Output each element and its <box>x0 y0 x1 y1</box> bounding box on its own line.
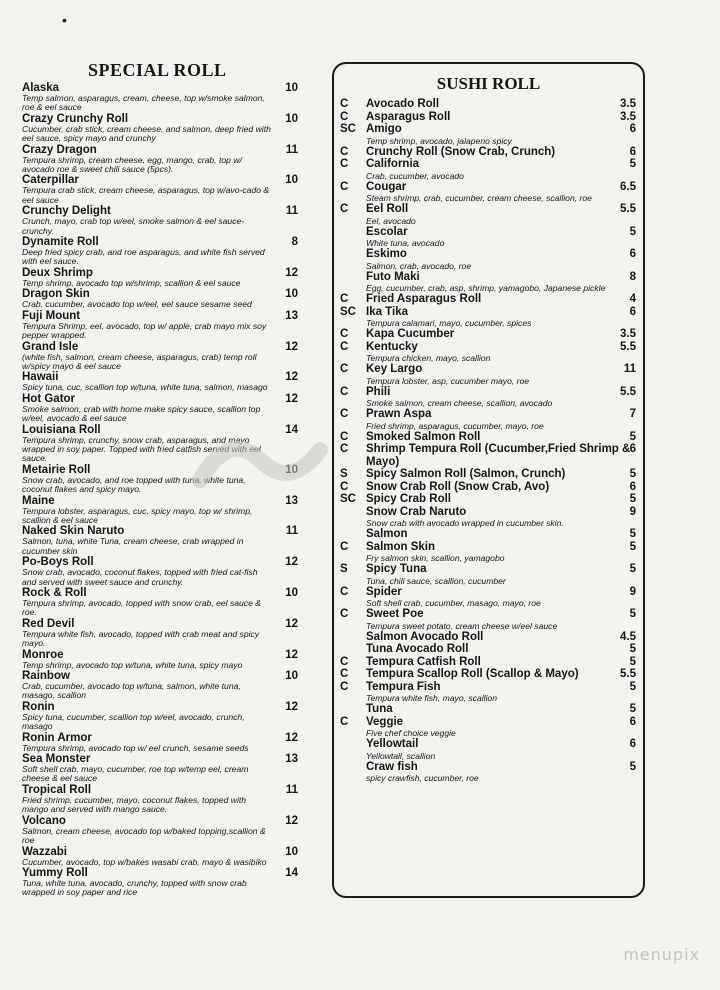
item-description: Eel, avocado <box>366 215 416 226</box>
item-description: Tempura crab stick, cream cheese, asparagus, top w/avo-cado & eel sauce <box>22 185 270 205</box>
item-price: 6.5 <box>620 180 636 193</box>
item-code: C <box>340 608 349 620</box>
item-code: SC <box>340 493 356 505</box>
item-name: Tropical Roll <box>22 783 92 796</box>
item-price: 5 <box>629 760 636 773</box>
sushi-roll-item <box>334 306 643 329</box>
item-name: Dynamite Roll <box>22 236 99 249</box>
item-description: Tempura chicken, mayo, scallion <box>366 353 491 363</box>
item-name: Craw fish <box>366 760 418 773</box>
item-price: 6 <box>629 715 636 728</box>
item-price: 5 <box>629 680 636 693</box>
sushi-roll-item <box>334 761 643 784</box>
item-description: Temp shrimp, avocado top w/tuna, white tuna, spicy mayo <box>22 659 243 670</box>
item-code: S <box>340 468 348 480</box>
item-description: (white fish, salmon, cream cheese, asparagus, crab) temp roll w/spicy mayo & eel sauce <box>22 351 257 371</box>
item-description: Temp shrimp, avocado, jalapeno spicy <box>366 135 512 146</box>
item-code: C <box>340 110 349 123</box>
special-roll-item <box>22 113 298 144</box>
item-name: Wazzabi <box>22 845 67 858</box>
sushi-roll-item <box>334 146 643 159</box>
item-name: Yellowtail <box>366 738 419 750</box>
item-price: 5 <box>629 608 636 620</box>
item-description: Smoke salmon, cream cheese, scallion, avocado <box>366 398 553 408</box>
item-price: 12 <box>285 392 298 405</box>
item-name: Dragon Skin <box>22 288 90 301</box>
item-price: 5.5 <box>620 668 636 680</box>
item-price: 11 <box>285 783 298 796</box>
sushi-roll-item <box>334 98 643 111</box>
item-code: C <box>340 340 349 353</box>
item-description: Crunch, mayo, crab top w/eel, smoke salmon & eel sauce-crunchy. <box>22 216 245 236</box>
item-name: Crunchy Roll (Snow Crab, Crunch) <box>366 145 556 158</box>
special-roll-item <box>22 393 298 424</box>
special-roll-item <box>22 288 298 309</box>
item-description: Snow crab, avocado, and roe topped with tuna, white tuna, coconut flakes and spicy mayo. <box>22 474 246 495</box>
item-name: Monroe <box>22 648 64 661</box>
sushi-roll-item <box>334 528 643 541</box>
sushi-roll-item <box>334 443 643 468</box>
item-price: 5 <box>629 468 636 480</box>
item-price: 9 <box>629 505 636 518</box>
item-price: 3.5 <box>620 98 636 110</box>
sushi-roll-item <box>334 563 643 586</box>
item-price: 10 <box>285 463 298 476</box>
item-price: 6 <box>629 123 636 135</box>
item-price: 14 <box>285 866 298 879</box>
item-description: Deep fried spicy crab, and roe asparagus, and white fish served with eel sauce. <box>22 247 265 267</box>
item-name: Tempura Fish <box>366 680 441 693</box>
special-roll-item <box>22 371 298 392</box>
item-price: 14 <box>285 423 298 436</box>
item-description: Crab, cucumber, avocado top w/tuna, salmon, white tuna, masago, scallion <box>22 681 241 701</box>
item-price: 12 <box>285 814 298 827</box>
sushi-roll-item <box>334 631 643 644</box>
item-description: Steam shrimp, crab, cucumber, cream cheese, scallion, roe <box>366 193 592 203</box>
item-price: 11 <box>285 525 298 538</box>
sushi-roll-item <box>334 203 643 226</box>
item-price: 12 <box>285 731 298 744</box>
item-price: 8 <box>629 270 636 283</box>
item-name: Grand Isle <box>22 340 79 353</box>
special-roll-item <box>22 310 298 341</box>
sushi-roll-item <box>334 703 643 716</box>
item-name: Escolar <box>366 225 408 238</box>
item-price: 13 <box>285 309 298 322</box>
item-code: C <box>340 430 349 443</box>
special-roll-item <box>22 267 298 288</box>
item-description: Spicy tuna, cucumber, scallion top w/eel, avocado, crunch, masago <box>22 711 245 732</box>
item-name: Rainbow <box>22 670 70 683</box>
item-price: 11 <box>623 363 636 375</box>
item-name: Volcano <box>22 814 66 827</box>
item-price: 5 <box>629 655 636 668</box>
item-description: Salmon, cream cheese, avocado top w/baked topping,scallion & roe <box>22 825 266 846</box>
item-price: 5.5 <box>620 340 636 353</box>
item-price: 10 <box>285 174 298 187</box>
item-description: Smoke salmon, crab with home make spicy sauce, scallion top w/eel, avocado & eel sauce <box>22 403 261 424</box>
item-description: Crab, cucumber, avocado top w/eel, eel sauce sesame seed <box>22 299 252 310</box>
special-roll-item <box>22 784 298 815</box>
item-name: Deux Shrimp <box>22 266 93 279</box>
sushi-roll-item <box>334 226 643 249</box>
item-name: Smoked Salmon Roll <box>366 430 481 443</box>
sushi-roll-item <box>334 481 643 494</box>
item-description: spicy crawfish, cucumber, roe <box>366 773 479 783</box>
item-name: Hot Gator <box>22 392 76 405</box>
item-price: 10 <box>285 112 298 125</box>
sushi-roll-item <box>334 506 643 529</box>
item-price: 8 <box>291 236 298 249</box>
item-description: Snow crab, avocado, coconut flakes, topped with fried cat-fish and served with sweet sauce and crunchy. <box>22 567 258 587</box>
item-description: Tempura white fish, mayo, scallion <box>366 693 498 703</box>
item-name: Snow Crab Naruto <box>366 505 467 518</box>
item-description: Cucumber, avocado, top w/bakes wasabi crab, mayo & wasibiko <box>22 856 267 867</box>
special-roll-title: SPECIAL ROLL <box>88 60 227 80</box>
sushi-roll-section <box>332 62 645 898</box>
item-name: Spicy Salmon Roll (Salmon, Crunch) <box>366 468 566 480</box>
sushi-roll-item <box>334 271 643 294</box>
item-price: 5.5 <box>620 385 636 398</box>
item-code: C <box>340 203 349 215</box>
item-name: Tuna Avocado Roll <box>366 643 469 655</box>
item-name: Alaska <box>22 82 60 94</box>
item-name: Maine <box>22 494 55 507</box>
item-name: Futo Maki <box>366 270 420 283</box>
item-description: Spicy tuna, cuc, scallion top w/tuna, white tuna, salmon, masago <box>22 382 268 393</box>
item-name: Red Devil <box>22 617 75 630</box>
item-code: C <box>340 540 349 553</box>
item-description: Salmon, crab, avocado, roe <box>366 260 472 271</box>
item-price: 5 <box>629 540 636 553</box>
item-price: 6 <box>629 145 636 158</box>
item-price: 3.5 <box>620 328 636 340</box>
item-price: 6 <box>629 305 636 318</box>
item-name: Asparagus Roll <box>366 110 451 123</box>
item-code: C <box>340 408 349 420</box>
sushi-roll-item <box>334 541 643 564</box>
item-name: Shrimp Tempura Roll (Cucumber,Fried Shrimp & Mayo) <box>366 443 631 468</box>
special-roll-item <box>22 649 298 670</box>
item-price: 12 <box>285 266 298 279</box>
sushi-roll-item <box>334 716 643 739</box>
item-price: 5 <box>629 703 636 715</box>
dot-mark: • <box>62 12 67 28</box>
special-roll-item <box>22 618 298 649</box>
item-description: Temp salmon, asparagus, cream, cheese, top w/smoke salmon, roe & eel sauce <box>22 93 265 113</box>
item-name: Spicy Crab Roll <box>366 493 451 505</box>
item-description: Tuna, white tuna, avocado, crunchy, topped with snow crab wrapped in soy paper and rice <box>22 877 247 898</box>
item-price: 5 <box>629 158 636 170</box>
item-price: 5.5 <box>620 203 636 215</box>
item-price: 4.5 <box>620 630 636 643</box>
item-name: Eel Roll <box>366 203 409 215</box>
item-name: Hawaii <box>22 371 59 384</box>
special-roll-item <box>22 236 298 267</box>
item-name: Sweet Poe <box>366 608 424 620</box>
item-description: Yellowtail, scallion <box>366 750 436 761</box>
item-description: Tempura shrimp, avocado, topped with snow crab, eel sauce & roe. <box>22 598 262 618</box>
sushi-roll-item <box>334 158 643 181</box>
sushi-roll-item <box>334 293 643 306</box>
item-name: Fried Asparagus Roll <box>366 293 482 305</box>
item-name: Po-Boys Roll <box>22 556 94 569</box>
item-price: 10 <box>285 587 298 599</box>
item-price: 12 <box>285 371 298 384</box>
item-price: 12 <box>285 340 298 353</box>
item-code: C <box>340 443 349 455</box>
item-name: Kentucky <box>366 340 418 353</box>
item-name: Crazy Crunchy Roll <box>22 112 129 125</box>
item-description: Egg, cucumber, crab, asp, shrimp, yamagobo, Japanese pickle <box>366 283 606 293</box>
item-name: Fuji Mount <box>22 309 81 322</box>
item-name: Ronin Armor <box>22 731 92 744</box>
special-roll-item <box>22 670 298 701</box>
item-price: 12 <box>285 556 298 569</box>
item-name: Key Largo <box>366 363 423 375</box>
special-roll-item <box>22 815 298 846</box>
sushi-roll-item <box>334 493 643 506</box>
sushi-roll-item <box>334 386 643 409</box>
item-code: C <box>340 328 349 340</box>
item-price: 10 <box>285 82 298 94</box>
item-description: Cucumber, crab stick, cream cheese, and salmon, deep fried with eel sauce, spicy mayo and crunchy <box>22 123 271 144</box>
item-code: C <box>340 158 349 170</box>
sushi-roll-item <box>334 656 643 669</box>
item-price: 3.5 <box>620 110 636 123</box>
sushi-roll-title: SUSHI ROLL <box>436 74 541 93</box>
item-price: 13 <box>285 753 298 766</box>
item-price: 13 <box>285 494 298 507</box>
item-price: 12 <box>285 648 298 661</box>
item-description: Tempura sweet potato, cream cheese w/eel sauce <box>366 620 558 631</box>
item-name: Rock & Roll <box>22 587 87 599</box>
item-code: C <box>340 98 349 110</box>
special-roll-item <box>22 846 298 867</box>
sushi-roll-item <box>334 643 643 656</box>
sushi-roll-item <box>334 681 643 704</box>
item-name: Crunchy Delight <box>22 205 111 218</box>
special-roll-item <box>22 82 298 113</box>
sushi-roll-item <box>334 431 643 444</box>
brush-stroke-graphic <box>190 420 330 510</box>
sushi-roll-item <box>334 668 643 681</box>
item-name: Louisiana Roll <box>22 423 101 436</box>
item-name: Yummy Roll <box>22 866 88 879</box>
item-name: Snow Crab Roll (Snow Crab, Avo) <box>366 480 550 493</box>
item-description: Snow crab with avocado wrapped in cucumber skin. <box>366 518 564 528</box>
item-name: Salmon <box>366 528 408 540</box>
item-name: Eskimo <box>366 248 407 260</box>
item-name: Salmon Skin <box>366 540 436 553</box>
item-description: Fried shrimp, asparagus, cucumber, mayo, roe <box>366 420 544 431</box>
item-price: 5 <box>629 563 636 575</box>
item-description: Tempura shrimp, avocado top w/ eel crunch, sesame seeds <box>22 742 249 753</box>
sushi-roll-item <box>334 608 643 631</box>
item-price: 10 <box>285 670 298 683</box>
item-name: Sea Monster <box>22 753 91 766</box>
item-name: Ika Tika <box>366 305 408 318</box>
item-code: C <box>340 293 349 305</box>
special-roll-item <box>22 753 298 784</box>
item-description: Salmon, tuna, white Tuna, cream cheese, crab wrapped in cucumber skin <box>22 536 244 556</box>
item-name: Spider <box>366 585 402 598</box>
item-code: C <box>340 655 349 668</box>
item-code: S <box>340 563 348 575</box>
item-name: Kapa Cucumber <box>366 328 455 340</box>
item-code: C <box>340 585 349 598</box>
item-description: Fry salmon skin, scallion, yamagobo <box>366 553 505 563</box>
item-name: Phili <box>366 385 391 398</box>
item-price: 10 <box>285 288 298 301</box>
special-roll-item <box>22 867 298 898</box>
item-name: Cougar <box>366 180 407 193</box>
item-description: Soft shell crab, mayo, cucumber, roe top w/temp eel, cream cheese & eel sauce <box>22 764 249 784</box>
item-description: Tempura lobster, asparagus, cuc, spicy mayo, top w/ shrimp, scallion & eel sauce <box>22 505 253 525</box>
item-price: 4 <box>629 293 636 305</box>
item-code: C <box>340 363 349 375</box>
item-price: 10 <box>285 845 298 858</box>
watermark: menupix <box>623 945 700 964</box>
sushi-roll-item <box>334 111 643 124</box>
sushi-roll-list <box>334 98 643 783</box>
item-code: C <box>340 715 349 728</box>
item-description: Tempura shrimp, crunchy, snow crab, asparagus, and mayo wrapped in soy paper. Topped with fried catfish served with eel sauce. <box>22 434 261 464</box>
item-description: Soft shell crab, cucumber, masago, mayo, roe <box>366 598 541 608</box>
item-code: SC <box>340 305 356 318</box>
item-name: Tempura Catfish Roll <box>366 655 481 668</box>
item-price: 5 <box>629 528 636 540</box>
item-name: Naked Skin Naruto <box>22 525 125 538</box>
item-price: 6 <box>629 738 636 750</box>
item-description: Tempura white fish, avocado, topped with crab meat and spicy mayo. <box>22 628 260 649</box>
item-price: 12 <box>285 617 298 630</box>
item-name: Ronin <box>22 700 55 713</box>
item-description: White tuna, avocado <box>366 238 445 248</box>
item-name: Spicy Tuna <box>366 563 427 575</box>
item-description: Tempura shrimp, cream cheese, egg, mango, crab, top w/ avocado roe & sweet chili sauce (5pcs). <box>22 154 242 175</box>
item-price: 5 <box>629 225 636 238</box>
item-price: 5 <box>629 430 636 443</box>
special-roll-item <box>22 144 298 175</box>
special-roll-item <box>22 205 298 236</box>
item-description: Tuna, chili sauce, scallion, cucumber <box>366 575 506 586</box>
sushi-roll-item <box>334 181 643 204</box>
item-code: C <box>340 668 349 680</box>
item-description: Five chef choice veggie <box>366 728 456 738</box>
item-code: C <box>340 480 349 493</box>
item-code: C <box>340 180 349 193</box>
item-description: Tempura calamari, mayo, cucumber, spices <box>366 318 532 328</box>
special-roll-item <box>22 701 298 732</box>
sushi-roll-item <box>334 341 643 364</box>
special-roll-item <box>22 525 298 556</box>
sushi-roll-item <box>334 738 643 761</box>
item-name: Caterpillar <box>22 174 79 187</box>
item-name: Crazy Dragon <box>22 143 97 156</box>
sushi-roll-item <box>334 363 643 386</box>
item-description: Temp shrimp, avocado top w/shrimp, scallion & eel sauce <box>22 277 241 288</box>
item-price: 6 <box>629 248 636 260</box>
item-price: 5 <box>629 643 636 655</box>
item-name: Amigo <box>366 123 402 135</box>
item-name: Salmon Avocado Roll <box>366 630 484 643</box>
item-price: 7 <box>629 408 636 420</box>
special-roll-item <box>22 174 298 205</box>
sushi-roll-item <box>334 248 643 271</box>
item-price: 5 <box>629 493 636 505</box>
item-code: C <box>340 385 349 398</box>
item-price: 6 <box>629 480 636 493</box>
item-price: 12 <box>285 700 298 713</box>
item-name: Avocado Roll <box>366 98 440 110</box>
item-name: Metairie Roll <box>22 463 91 476</box>
item-name: California <box>366 158 420 170</box>
item-description: Tempura Shrimp, eel, avocado, top w/ apple, crab mayo mix soy pepper wrapped. <box>22 320 267 341</box>
item-code: C <box>340 680 349 693</box>
item-price: 11 <box>285 143 298 156</box>
item-description: Crab, cucumber, avocado <box>366 170 464 181</box>
item-description: Tempura lobster, asp, cucumber mayo, roe <box>366 375 530 386</box>
item-name: Tuna <box>366 703 393 715</box>
item-name: Prawn Aspa <box>366 408 432 420</box>
item-price: 9 <box>629 585 636 598</box>
item-code: SC <box>340 123 356 135</box>
sushi-roll-item <box>334 586 643 609</box>
sushi-roll-item <box>334 328 643 341</box>
item-name: Tempura Scallop Roll (Scallop & Mayo) <box>366 668 579 680</box>
sushi-roll-item <box>334 123 643 146</box>
sushi-roll-item <box>334 468 643 481</box>
item-code: C <box>340 145 349 158</box>
special-roll-item <box>22 341 298 372</box>
special-roll-item <box>22 732 298 753</box>
special-roll-item <box>22 556 298 587</box>
item-price: 11 <box>285 205 298 218</box>
item-description: Fried shrimp, cucumber, mayo, coconut flakes, topped with mango and served with mango sauce. <box>22 794 247 815</box>
item-price: 6 <box>629 443 636 455</box>
sushi-roll-item <box>334 408 643 431</box>
special-roll-item <box>22 587 298 618</box>
item-name: Veggie <box>366 715 404 728</box>
